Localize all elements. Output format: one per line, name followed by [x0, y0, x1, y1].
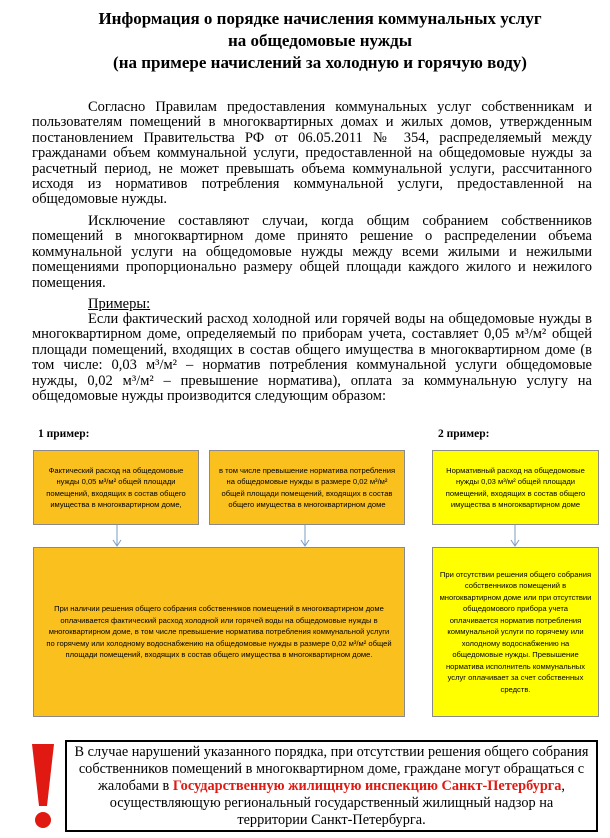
- example-1-result-box: [33, 547, 405, 717]
- example-1-result-text: При наличии решения общего собрания собственников помещений в многоквартирном доме оплачивается фактический расход холодной или горячей воды на общедомовые нужды в многоквартирном доме, в том числе превышение норматива потребления коммунальной услуги по горячему или холодному водоснабжению на общедомовые нужды в размере 0,02 м³/м² общей площади помещений, входящих в состав общего имущества в многоквартирном доме.: [46, 604, 392, 660]
- page-title: [40, 8, 600, 74]
- title-line-3: (на примере начислений за холодную и горячую воду): [113, 53, 527, 72]
- arrow-down-icon: [510, 525, 520, 547]
- example-1-excess-text: в том числе превышение норматива потребления на общедомовые нужды в размере 0,02 м³/м² общей площади помещений, входящих в состав общего имущества в многоквартирном доме: [218, 465, 396, 509]
- exception-paragraph: Исключение составляют случаи, когда общим собранием собственников помещений в многоквартирном доме принято решение о распределении объема коммунальной услуги на общедомовые нужды между всеми жилыми и нежилыми помещениями пропорционально размеру общей площади каждого жилого и нежилого помещения.: [32, 213, 592, 291]
- title-line-2: на общедомовые нужды: [228, 31, 412, 50]
- notice-text-after: , осуществляющую региональный государственный жилищный надзор на территории Санкт-Петербурга.: [109, 778, 565, 828]
- example-1-actual-box: [33, 450, 199, 525]
- example-1-label: 1 пример:: [38, 428, 90, 440]
- examples-label: Примеры:: [88, 296, 151, 312]
- example-2-norm-box: [432, 450, 599, 525]
- arrow-down-icon: [112, 525, 122, 547]
- example-2-result-text: При отсутствии решения общего собрания собственников помещений в многоквартирном доме или при отсутствии общедомового прибора учета оплачивается норматив потребления коммунальной услуги по горячему или холодному водоснабжению на общедомовые нужды. Превышение норматива исполнитель коммунальных услуг оплачивает за счет собственных средств.: [439, 569, 592, 694]
- notice-text-before: В случае нарушений указанного порядка, при отсутствии решения общего собрания собственников помещений в многоквартирном доме, граждане могут обращаться с жалобами в: [74, 744, 589, 794]
- inspection-highlight: Государственную жилищную инспекцию Санкт-Петербурга: [172, 778, 562, 794]
- example-1-excess-box: [209, 450, 405, 525]
- example-2-label: 2 пример:: [438, 428, 490, 440]
- example-2-result-box: [432, 547, 599, 717]
- examples-paragraph: Если фактический расход холодной или горячей воды на общедомовые нужды в многоквартирном доме, определяемый по приборам учета, составляет 0,05 м³/м² общей площади помещений, входящих в состав общего имущества в многоквартирном доме (в том числе: 0,03 м³/м² – норматив потребления коммунальной услуги общедомовые нужды, 0,02 м³/м² – превышение норматива), оплата за коммунальную услугу на общедомовые нужды производится следующим образом:: [32, 311, 592, 405]
- title-line-1: Информация о порядке начисления коммунальных услуг: [98, 9, 542, 28]
- intro-paragraph: Согласно Правилам предоставления коммунальных услуг собственникам и пользователям помещений в многоквартирных домах и жилых домов, утвержденным постановлением Правительства РФ от 06.05.2011 № 354, распределяемый между гражданами объем коммунальной услуги, предоставленной на общедомовые нужды за расчетный период, не может превышать объема коммунальной услуги, рассчитанного исходя из нормативов потребления коммунальной услуги, предоставленной на общедомовые нужды.: [32, 99, 592, 208]
- example-1-actual-text: Фактический расход на общедомовые нужды 0,05 м³/м² общей площади помещений, входящих в состав общего имущества в многоквартирном доме,: [46, 465, 186, 509]
- example-2-norm-text: Нормативный расход на общедомовые нужды 0,03 м³/м² общей площади помещений, входящих в состав общего имущества в многоквартирном доме: [445, 465, 586, 509]
- exclamation-icon: [28, 742, 58, 830]
- arrow-down-icon: [300, 525, 310, 547]
- complaint-notice: [65, 740, 598, 832]
